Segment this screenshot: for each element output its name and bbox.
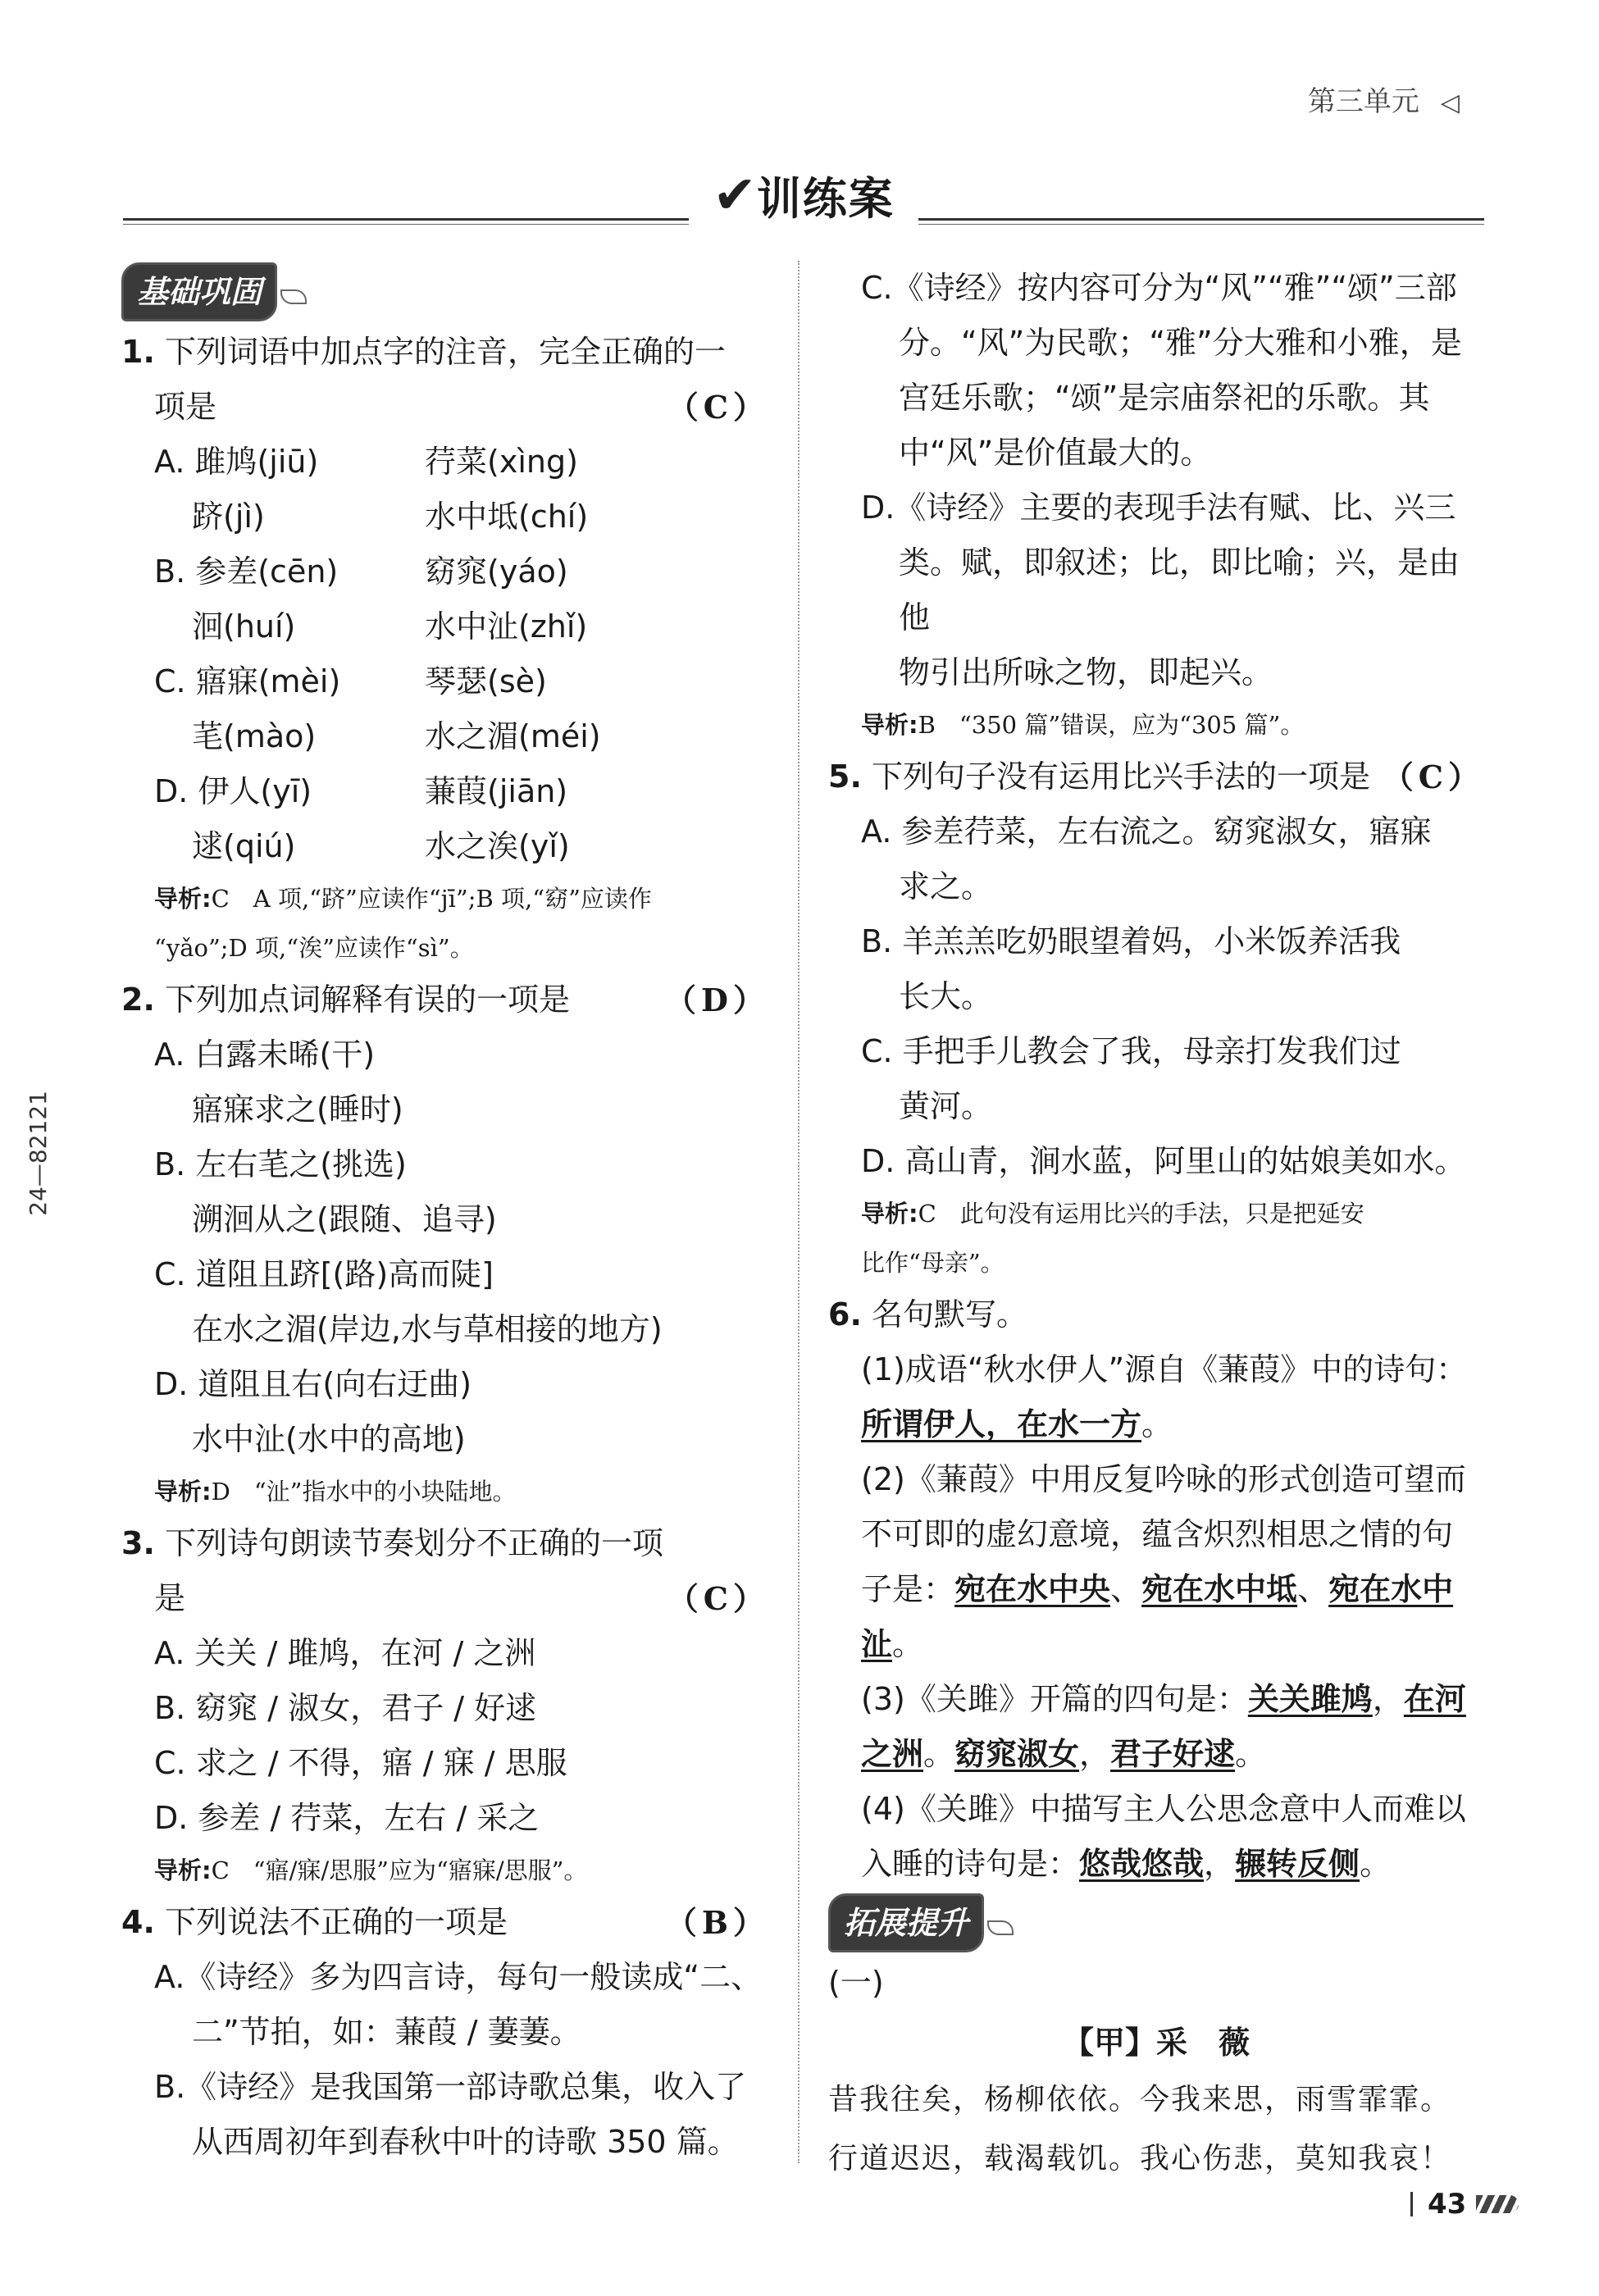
answer-choice: （C） (667, 389, 769, 426)
punctuation: ， (1372, 1681, 1404, 1717)
right-column (828, 261, 1484, 2189)
punctuation: 。 (1360, 1846, 1392, 1882)
note-text: C 此句没有运用比兴的手法，只是把延安 (918, 1200, 1364, 1228)
option-a-2: 荇菜(xìng) (425, 444, 578, 480)
option-a-2: 寤寐求之(睡时) (192, 1091, 403, 1128)
analysis-note (121, 1846, 769, 1895)
blank-2-answer-3: 宛在水中沚 (861, 1571, 1454, 1662)
note-label: 导析: (154, 1856, 212, 1884)
option-c-2: 分。“风”为民歌；“雅”分大雅和小雅，是 (899, 325, 1462, 361)
question-number: 5. (828, 758, 862, 795)
header-title-group (689, 164, 918, 230)
section-banner-tag: 基础巩固 (121, 262, 277, 321)
option-b: B. 左右芼之(挑选) (154, 1146, 407, 1182)
analysis-note (828, 1189, 1484, 1238)
question-number: 2. (121, 982, 155, 1018)
option-c-4: 中“风”是价值最大的。 (899, 435, 1212, 471)
unit-label: 第三单元 ◁ (1307, 85, 1460, 118)
note-text: D “沚”指水中的小块陆地。 (211, 1478, 517, 1506)
question-number: 4. (121, 1904, 155, 1940)
question-3 (121, 1516, 769, 1895)
option-d-2: 类。赋，即叙述；比，即比喻；兴，是由他 (899, 544, 1460, 636)
punctuation: 。 (923, 1736, 955, 1772)
answer-choice: （C） (667, 1580, 769, 1617)
question-4 (121, 1895, 769, 2170)
left-column (121, 261, 769, 2170)
page-number-text: 43 (1428, 2188, 1467, 2221)
section-banner-tag: 拓展提升 (828, 1893, 984, 1952)
page-arrows-icon (1476, 2195, 1519, 2213)
blank-2-answer-2: 宛在水中坻 (1141, 1571, 1298, 1607)
option-b-2: 从西周初年到春秋中叶的诗歌 350 篇。 (192, 2124, 739, 2160)
option-c-3: 宫廷乐歌；“颂”是宗庙祭祀的乐歌。其 (899, 380, 1430, 416)
option-b-4: 水中沚(zhǐ) (425, 608, 588, 645)
option-b: B. 窈窕 / 淑女，君子 / 好逑 (154, 1690, 537, 1726)
note-text: C “寤/寐/思服”应为“寤寐/思服”。 (211, 1856, 588, 1884)
analysis-note-cont: “yǎo”;D 项,“涘”应读作“sì”。 (154, 934, 474, 962)
question-stem: 下列词语中加点字的注音，完全正确的一 (164, 334, 726, 370)
question-6 (828, 1287, 1484, 1892)
poem-line-1: 昔我往矣，杨柳依依。今我来思，雨雪霏霏。 (828, 2083, 1452, 2116)
page-title: 训练案 (756, 173, 895, 225)
question-stem: 项是 (154, 389, 217, 425)
side-code: 24—82121 (25, 1091, 52, 1216)
option-a: A. 雎鸠(jiū) (154, 444, 319, 480)
punctuation: 。 (1235, 1736, 1267, 1772)
question-stem: 下列说法不正确的一项是 (164, 1904, 508, 1940)
poem-title: 【甲】采 薇 (1062, 2025, 1250, 2061)
option-a-2: 二”节拍，如：蒹葭 / 萋萋。 (192, 2014, 581, 2050)
question-number: 3. (121, 1525, 155, 1561)
option-b-2: 溯洄从之(跟随、追寻) (192, 1201, 497, 1237)
blank-2-answer-1: 宛在水中央 (954, 1571, 1111, 1607)
header-rule-right-thin (918, 224, 1484, 225)
option-c: C. 道阻且跻[(路)高而陡] (154, 1256, 494, 1292)
blank-3-prompt: (3)《关雎》开篇的四句是： (861, 1681, 1248, 1717)
column-divider (798, 261, 800, 2163)
blank-4-answer-1: 悠哉悠哉 (1079, 1846, 1205, 1882)
punctuation: 。 (892, 1626, 924, 1662)
leaf-icon (987, 1920, 1014, 1935)
note-label: 导析: (861, 1200, 918, 1228)
note-text: C A 项,“跻”应读作“jī”;B 项,“窈”应读作 (211, 885, 652, 913)
punctuation: ， (1079, 1736, 1111, 1772)
option-c: C. 寤寐(mèi) (154, 663, 341, 699)
blank-4-prompt-end: 入睡的诗句是： (861, 1846, 1080, 1882)
option-b: B. 参差(cēn) (154, 554, 339, 590)
option-d: D. 高山青，涧水蓝，阿里山的姑娘美如水。 (861, 1143, 1466, 1179)
question-stem: 下列诗句朗读节奏划分不正确的一项 (164, 1525, 663, 1561)
question-stem: 名句默写。 (871, 1296, 1027, 1332)
option-d: D. 伊人(yī) (154, 773, 312, 809)
section-header (123, 164, 1484, 230)
blank-3-answer-3: 之洲 (861, 1736, 924, 1772)
option-c-3: 芼(mào) (192, 718, 317, 754)
blank-3-answer-2: 在河 (1403, 1681, 1466, 1717)
blank-3-answer-4: 窈窕淑女 (954, 1736, 1080, 1772)
question-stem: 下列句子没有运用比兴手法的一项是 (871, 758, 1370, 795)
option-d-4: 水之涘(yǐ) (425, 828, 570, 864)
answer-choice: （D） (665, 982, 769, 1018)
punctuation: 、 (1297, 1571, 1329, 1607)
blank-3-answer-1: 关关雎鸠 (1247, 1681, 1373, 1717)
header-rule-right (918, 218, 1484, 221)
question-stem: 下列加点词解释有误的一项是 (164, 982, 570, 1018)
question-number: 6. (828, 1296, 862, 1332)
option-d-2: 水中沚(水中的高地) (192, 1421, 466, 1457)
analysis-note-cont: 比作“母亲”。 (861, 1249, 1004, 1277)
question-number: 1. (121, 334, 155, 370)
note-label: 导析: (861, 711, 918, 739)
option-a-3: 跻(jì) (192, 499, 265, 535)
poem-line-2: 行道迟迟，载渴载饥。我心伤悲，莫知我哀！ (828, 2142, 1452, 2175)
option-a: A.《诗经》多为四言诗，每句一般读成“二、 (154, 1959, 763, 1995)
option-d-2: 蒹葭(jiān) (425, 773, 568, 809)
note-text: B “350 篇”错误，应为“305 篇”。 (918, 711, 1305, 739)
option-b-3: 洄(huí) (192, 608, 296, 645)
blank-1-prompt: (1)成语“秋水伊人”源自《蒹葭》中的诗句： (861, 1351, 1468, 1387)
option-c-2: 黄河。 (899, 1088, 993, 1124)
option-c: C. 求之 / 不得，寤 / 寐 / 思服 (154, 1745, 567, 1781)
option-a-2: 求之。 (899, 868, 993, 904)
section-banner-basic (121, 262, 307, 317)
blank-2-prompt: (2)《蒹葭》中用反复吟咏的形式创造可望而 (861, 1461, 1466, 1497)
reading-part-label: (一) (828, 1965, 884, 2001)
question-4-cont (828, 261, 1484, 749)
analysis-note (121, 1467, 769, 1516)
question-2 (121, 973, 769, 1516)
note-label: 导析: (154, 885, 212, 913)
option-d-3: 逑(qiú) (192, 828, 296, 864)
option-d: D. 参差 / 荇菜，左右 / 采之 (154, 1800, 540, 1836)
option-c: C. 手把手儿教会了我，母亲打发我们过 (861, 1033, 1401, 1069)
punctuation: 。 (1141, 1406, 1173, 1442)
option-c: C.《诗经》按内容可分为“风”“雅”“颂”三部 (861, 270, 1457, 306)
option-d-3: 物引出所咏之物，即起兴。 (899, 654, 1273, 690)
note-label: 导析: (154, 1478, 212, 1506)
question-stem: 是 (154, 1580, 186, 1616)
page-number (1410, 2188, 1519, 2221)
option-c-2: 在水之湄(岸边,水与草相接的地方) (192, 1311, 663, 1347)
option-c-2: 琴瑟(sè) (425, 663, 547, 699)
triangle-left-icon: ◁ (1440, 89, 1460, 117)
blank-2-prompt-cont: 不可即的虚幻意境，蕴含炽烈相思之情的句 (861, 1516, 1454, 1552)
option-b-2: 长大。 (899, 978, 993, 1014)
punctuation: ， (1204, 1846, 1236, 1882)
header-rule-left (123, 218, 689, 221)
option-a: A. 关关 / 雎鸠，在河 / 之洲 (154, 1635, 536, 1671)
analysis-note (121, 874, 769, 923)
option-c-4: 水之湄(méi) (425, 718, 601, 754)
divider-bar (1410, 2192, 1413, 2216)
analysis-note (828, 700, 1484, 749)
option-b: B. 羊羔羔吃奶眼望着妈，小米饭养活我 (861, 923, 1401, 959)
answer-choice: （B） (665, 1904, 769, 1941)
question-5 (828, 749, 1484, 1287)
blank-4-answer-2: 辗转反侧 (1235, 1846, 1360, 1882)
blank-4-prompt: (4)《关雎》中描写主人公思念意中人而难以 (861, 1791, 1466, 1827)
option-d: D. 道阻且右(向右迂曲) (154, 1366, 472, 1402)
checkmark-icon: ✔ (713, 165, 757, 226)
blank-2-prompt-end: 子是： (861, 1571, 955, 1607)
blank-3-answer-5: 君子好逑 (1110, 1736, 1236, 1772)
answer-choice: （C） (1382, 758, 1484, 795)
option-a-4: 水中坻(chí) (425, 499, 589, 535)
option-a: A. 白露未晞(干) (154, 1036, 376, 1073)
option-b: B.《诗经》是我国第一部诗歌总集，收入了 (154, 2069, 747, 2105)
section-banner-extension (828, 1893, 1014, 1947)
option-b-2: 窈窕(yáo) (425, 554, 568, 590)
option-a: A. 参差荇菜，左右流之。窈窕淑女，寤寐 (861, 813, 1432, 850)
leaf-icon (280, 289, 307, 304)
blank-1-answer: 所谓伊人，在水一方 (861, 1406, 1142, 1442)
option-d: D.《诗经》主要的表现手法有赋、比、兴三 (861, 490, 1456, 526)
punctuation: 、 (1110, 1571, 1142, 1607)
question-1 (121, 325, 769, 973)
header-rule-left-thin (123, 224, 689, 225)
